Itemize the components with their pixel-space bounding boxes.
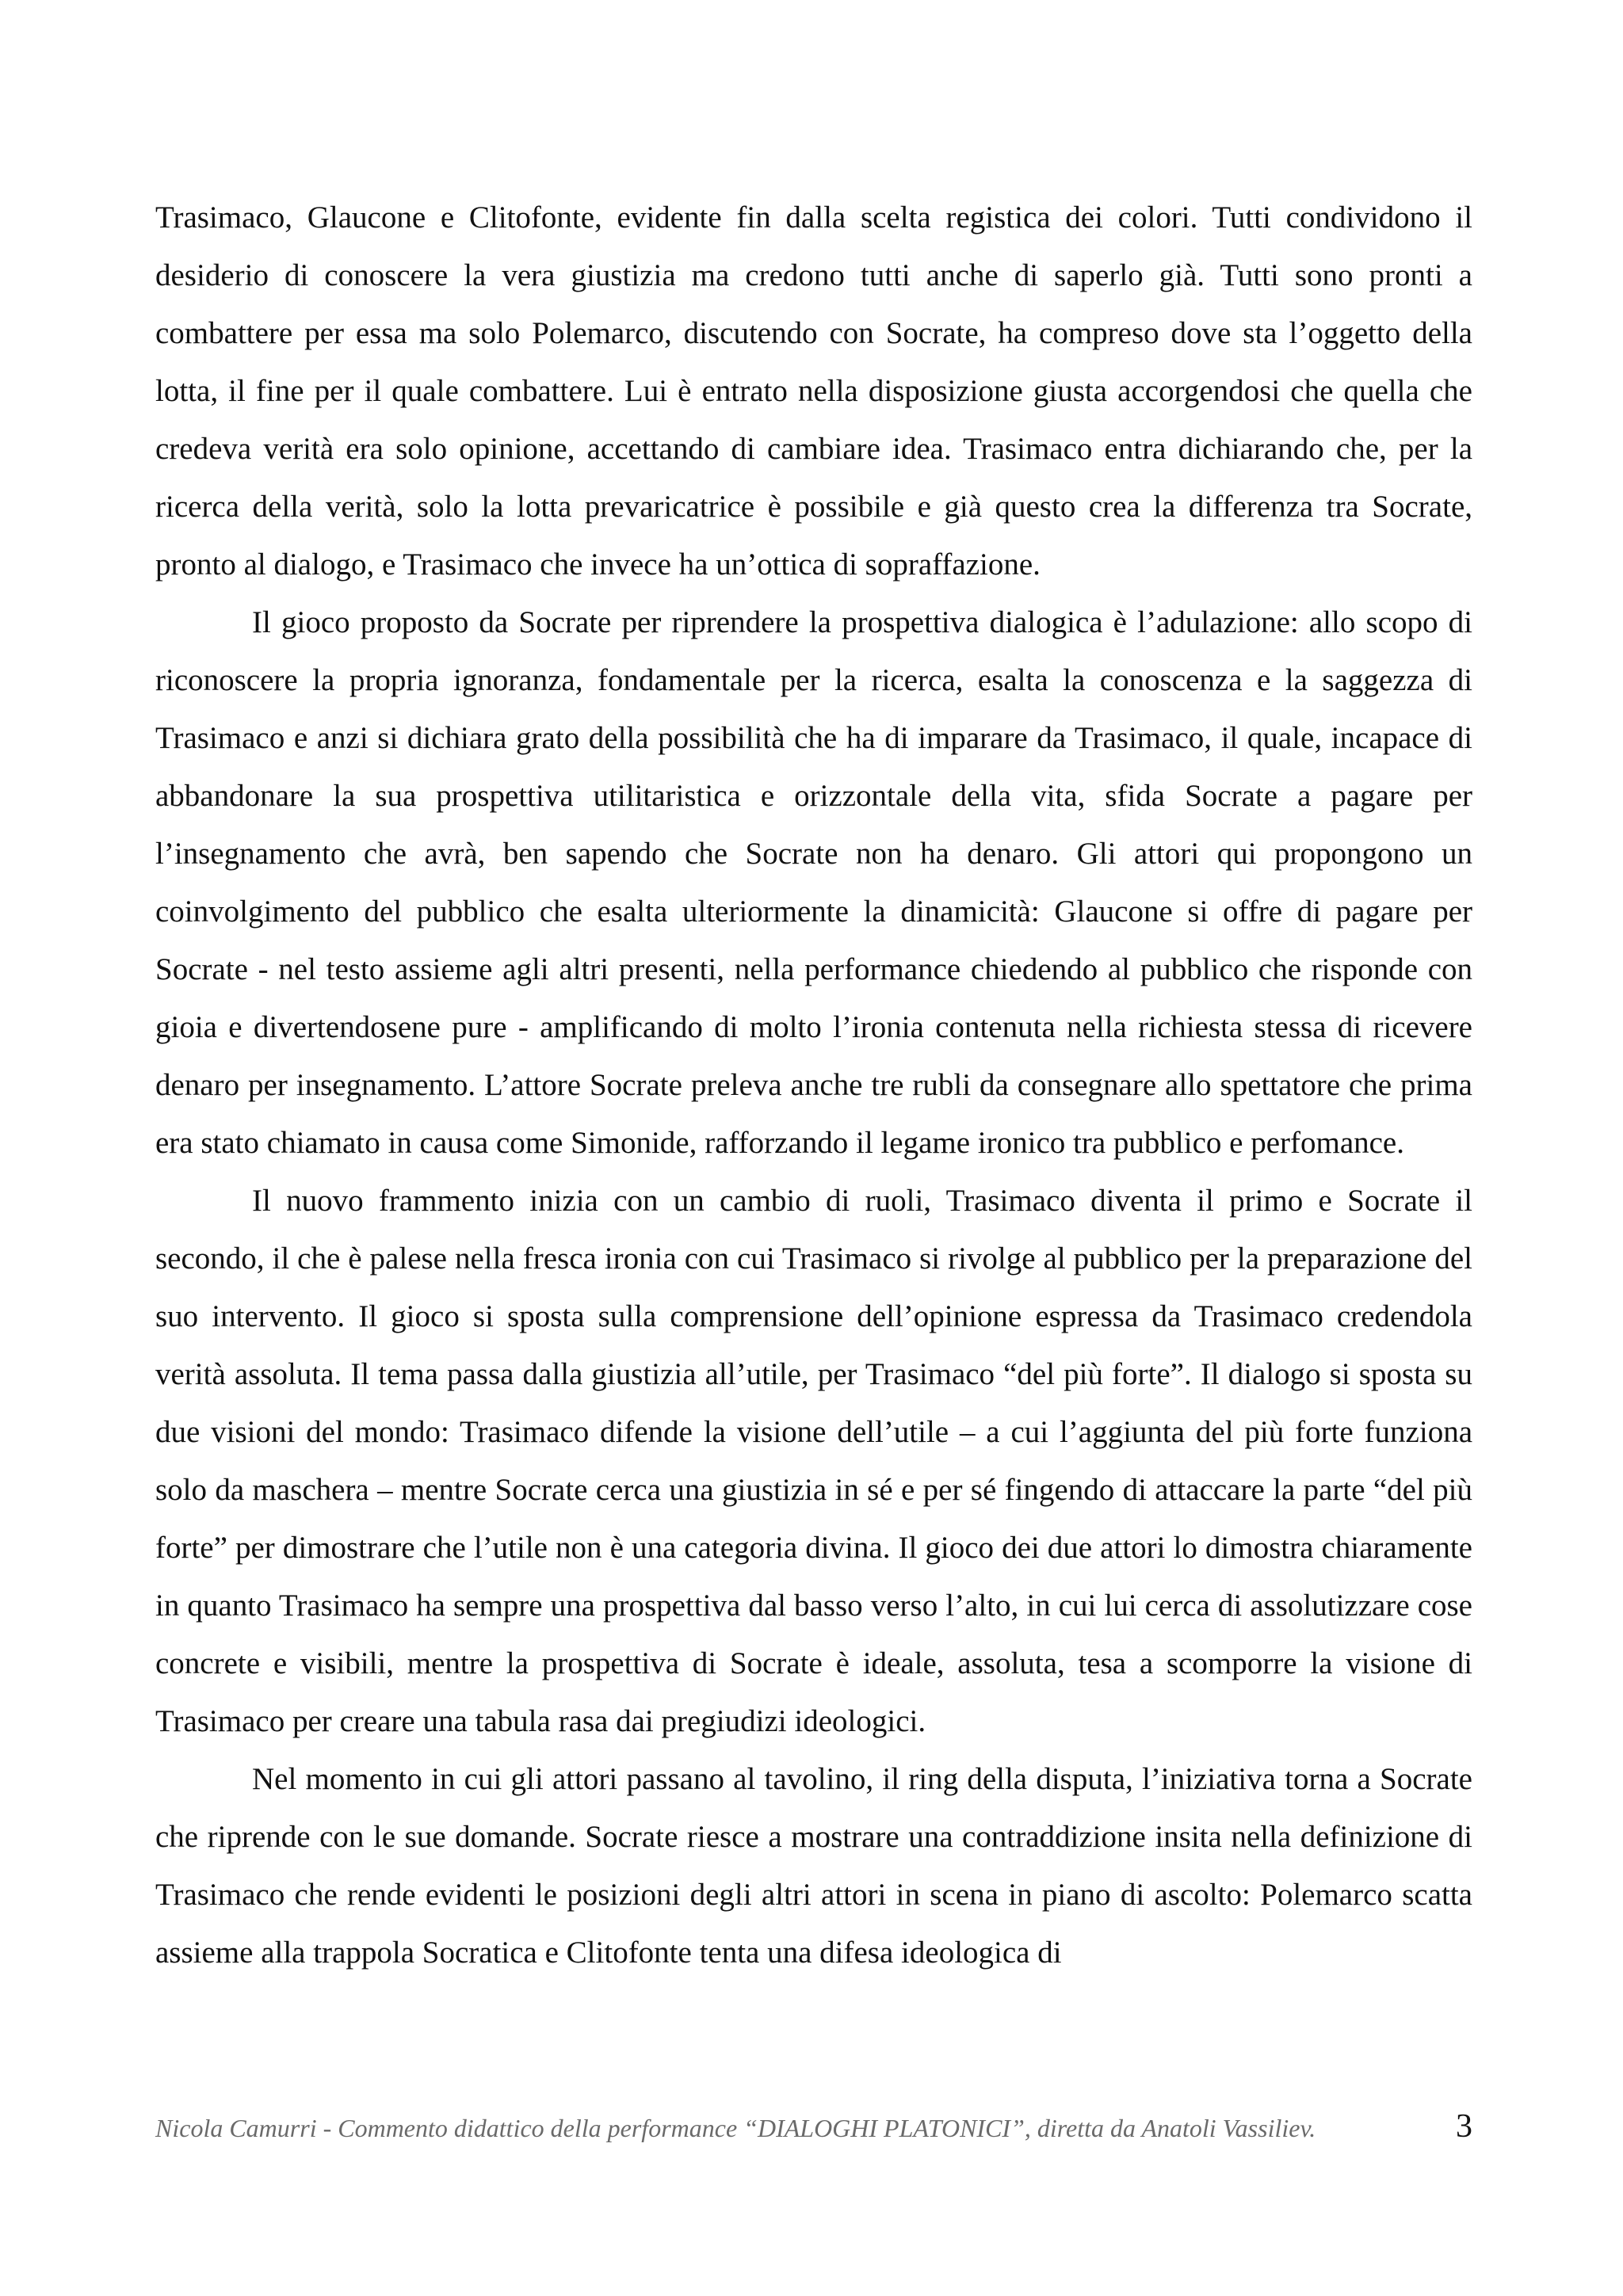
footer-citation: Nicola Camurri - Commento didattico della performance “DIALOGHI PLATONICI”, diretta da Anatoli Vassiliev. — [155, 2114, 1316, 2142]
paragraph-1: Trasimaco, Glaucone e Clitofonte, evidente fin dalla scelta registica dei colori. Tutti condividono il desiderio di conoscere la vera giustizia ma credono tutti anche di saperlo già. Tutti sono pronti a combattere per essa ma solo Polemarco, discutendo con Socrate, ha compreso dove sta l’oggetto della lotta, il fine per il quale combattere. Lui è entrato nella disposizione giusta accorgendosi che quella che credeva verità era solo opinione, accettando di cambiare idea. Trasimaco entra dichiarando che, per la ricerca della verità, solo la lotta prevaricatrice è possibile e già questo crea la differenza tra Socrate, pronto al dialogo, e Trasimaco che invece ha un’ottica di sopraffazione. — [155, 200, 1472, 582]
page-number: 3 — [1456, 2108, 1472, 2145]
body-text — [155, 189, 1472, 1981]
page-footer — [155, 2107, 1472, 2155]
paragraph-4: Nel momento in cui gli attori passano al tavolino, il ring della disputa, l’iniziativa torna a Socrate che riprende con le sue domande. Socrate riesce a mostrare una contraddizione insita nella definizione di Trasimaco che rende evidenti le posizioni degli altri attori in scena in piano di ascolto: Polemarco scatta assieme alla trappola Socratica e Clitofonte tenta una difesa ideologica di — [155, 1762, 1472, 1970]
paragraph-2: Il gioco proposto da Socrate per riprendere la prospettiva dialogica è l’adulazione: allo scopo di riconoscere la propria ignoranza, fondamentale per la ricerca, esalta la conoscenza e la saggezza di Trasimaco e anzi si dichiara grato della possibilità che ha di imparare da Trasimaco, il quale, incapace di abbandonare la sua prospettiva utilitaristica e orizzontale della vita, sfida Socrate a pagare per l’insegnamento che avrà, ben sapendo che Socrate non ha denaro. Gli attori qui propongono un coinvolgimento del pubblico che esalta ulteriormente la dinamicità: Glaucone si offre di pagare per Socrate - nel testo assieme agli altri presenti, nella performance chiedendo al pubblico che risponde con gioia e divertendosene pure - amplificando di molto l’ironia contenuta nella richiesta stessa di ricevere denaro per insegnamento. L’attore Socrate preleva anche tre rubli da consegnare allo spettatore che prima era stato chiamato in causa come Simonide, rafforzando il legame ironico tra pubblico e perfomance. — [155, 605, 1472, 1160]
paragraph-3: Il nuovo frammento inizia con un cambio di ruoli, Trasimaco diventa il primo e Socrate il secondo, il che è palese nella fresca ironia con cui Trasimaco si rivolge al pubblico per la preparazione del suo intervento. Il gioco si sposta sulla comprensione dell’opinione espressa da Trasimaco credendola verità assoluta. Il tema passa dalla giustizia all’utile, per Trasimaco “del più forte”. Il dialogo si sposta su due visioni del mondo: Trasimaco difende la visione dell’utile – a cui l’aggiunta del più forte funziona solo da maschera – mentre Socrate cerca una giustizia in sé e per sé fingendo di attaccare la parte “del più forte” per dimostrare che l’utile non è una categoria divina. Il gioco dei due attori lo dimostra chiaramente in quanto Trasimaco ha sempre una prospettiva dal basso verso l’alto, in cui lui cerca di assolutizzare cose concrete e visibili, mentre la prospettiva di Socrate è ideale, assoluta, tesa a scomporre la visione di Trasimaco per creare una tabula rasa dai pregiudizi ideologici. — [155, 1184, 1472, 1738]
